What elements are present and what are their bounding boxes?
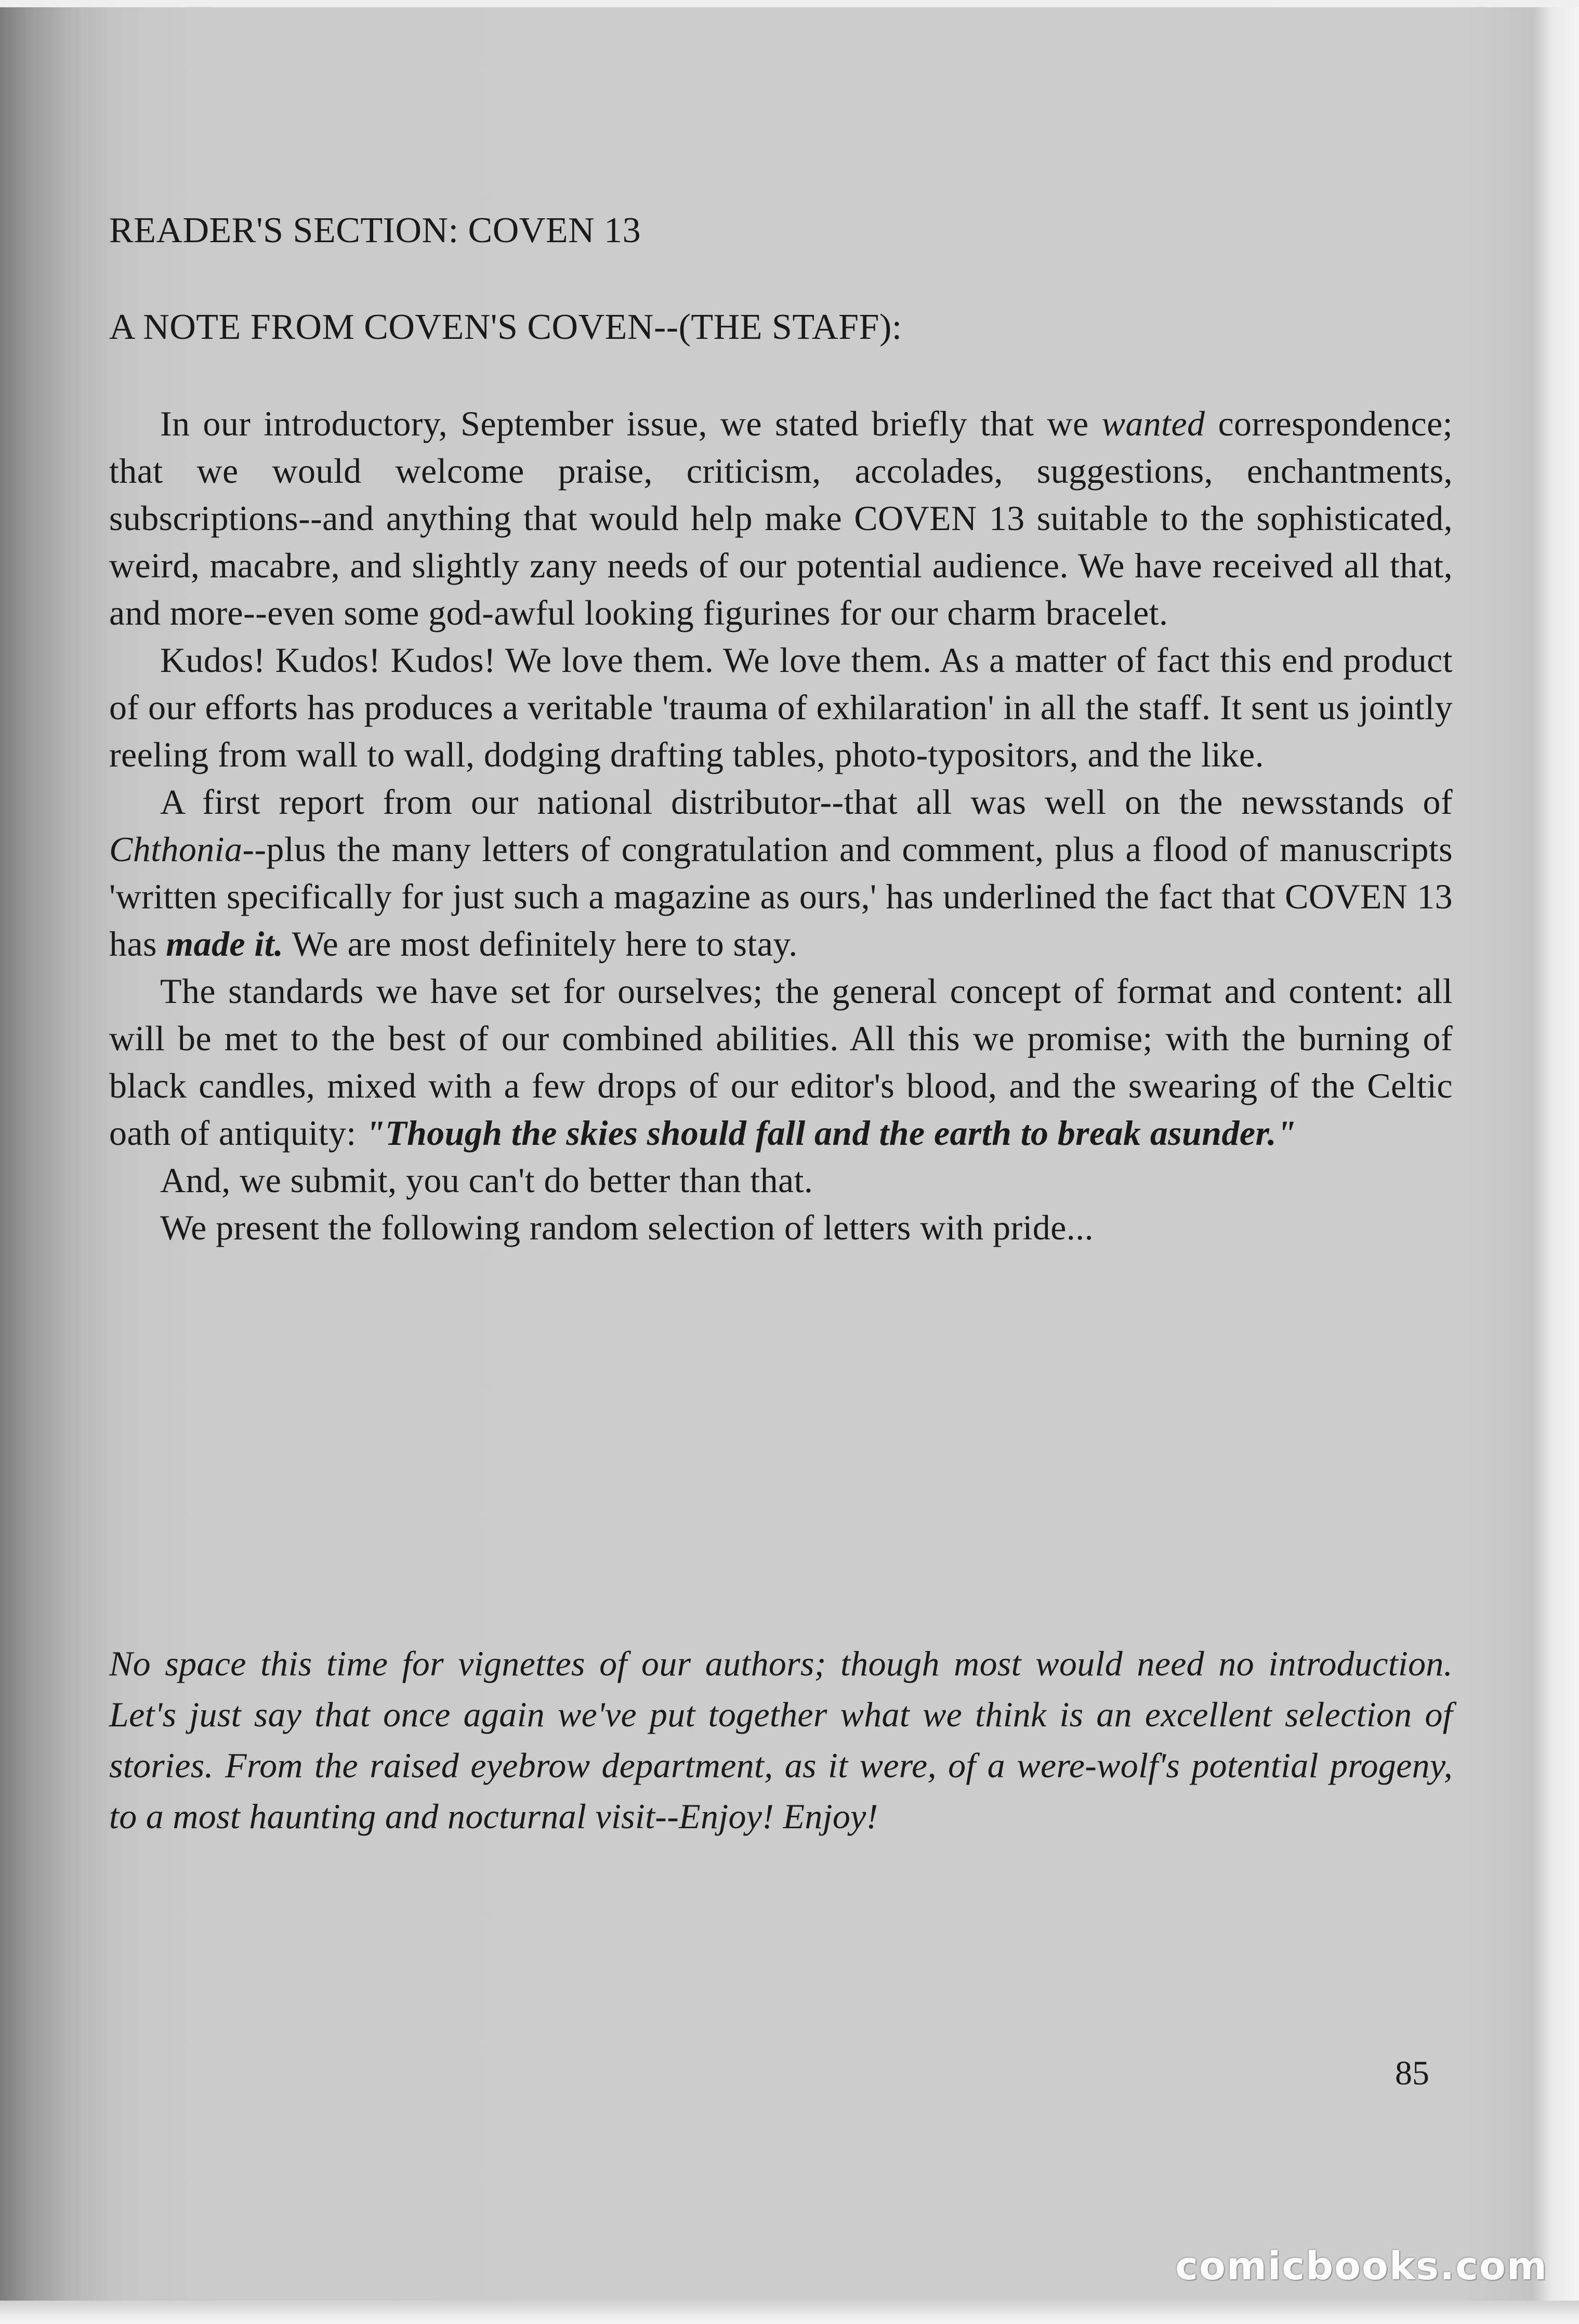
watermark-logo: comicbooks.com <box>1175 2244 1548 2289</box>
paragraph-5: And, we submit, you can't do better than that. <box>160 1160 813 1200</box>
paragraph-1: In our introductory, September issue, we stated briefly that we wanted correspondence; that we would welcome praise, criticism, accolades, suggestions, enchantments, subscriptions--and anything that would help make COVEN 13 suitable to the sophisticated, weird, macabre, and slightly zany needs of our potential audience. We have received all that, and more--even some god-awful looking figurines for our charm bracelet. <box>109 404 1453 632</box>
celtic-oath-quote: "Though the skies should fall and the earth to break asunder." <box>365 1113 1297 1153</box>
emphasis-made-it: made it. <box>166 924 284 963</box>
section-title: READER'S SECTION: COVEN 13 <box>109 210 641 250</box>
paragraph-2: Kudos! Kudos! Kudos! We love them. We love them. As a matter of fact this end product of our efforts has produces a veritable 'trauma of exhilaration' in all the staff. It sent us jointly reeling from wall to wall, dodging drafting tables, photo-typositors, and the like. <box>109 640 1453 774</box>
paragraph-3: A first report from our national distributor--that all was well on the newsstands of Chthonia--plus the many letters of congratulation and comment, plus a flood of manuscripts 'written specifically for just such a magazine as ours,' has underlined the fact that COVEN 13 has made it. We are most definitely here to stay. <box>109 782 1453 963</box>
paragraph-4: The standards we have set for ourselves; the general concept of format and content: all will be met to the best of our combined abilities. All this we promise; with the burning of black candles, mixed with a few drops of our editor's blood, and the swearing of the Celtic oath of antiquity: "Though the skies should fall and the earth to break asunder." <box>109 971 1453 1153</box>
emphasis-chthonia: Chthonia <box>109 829 243 869</box>
emphasis-wanted: wanted <box>1101 404 1205 443</box>
closing-note: No space this time for vignettes of our authors; though most would need no introduction. Let's just say that once again we've put together what we think is an excellent selection of stories. From the raised eyebrow department, as it were, of a were-wolf's potential progeny, to a most haunting and nocturnal visit--Enjoy! Enjoy! <box>109 1644 1453 1836</box>
page-number: 85 <box>1395 2054 1429 2092</box>
staff-note-body <box>109 400 1453 1251</box>
paragraph-6: We present the following random selection of letters with pride... <box>160 1208 1094 1247</box>
note-title: A NOTE FROM COVEN'S COVEN--(THE STAFF): <box>109 307 902 347</box>
